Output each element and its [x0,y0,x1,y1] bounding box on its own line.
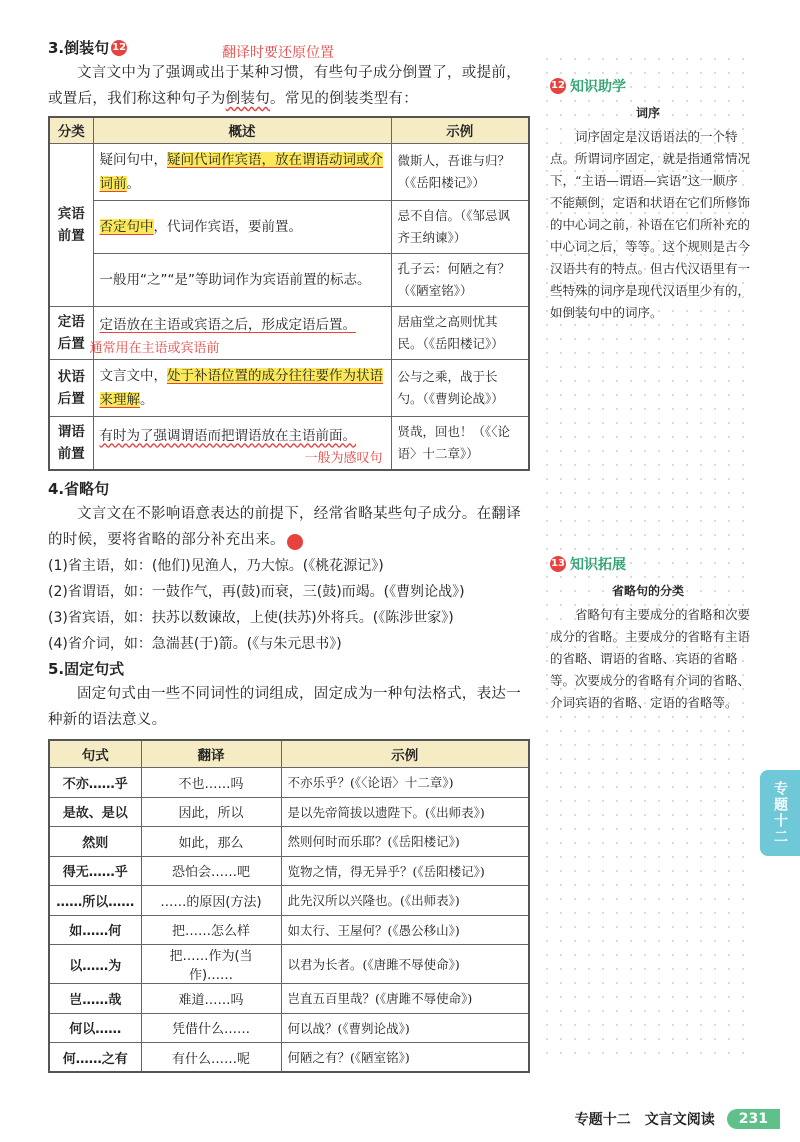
note-badge-13[interactable]: 13 [287,534,303,550]
main-column [48,36,530,1073]
sidebar [540,52,756,1062]
knowledge-help-subtitle: 词序 [635,106,660,120]
table-header-row: 句式 翻译 示例 [49,740,529,768]
table-row: 何……之有 有什么……呢 何陋之有？(《陋室铭》) [49,1043,529,1073]
table-row: 岂……哉 难道……吗 岂直五百里哉？(《唐雎不辱使命》) [49,984,529,1014]
category-cell: 宾语前置 [49,143,93,306]
table-row: 不亦……乎 不也……吗 不亦乐乎？(《〈论语〉十二章》) [49,768,529,798]
note-badge-12-side: 12 [550,78,566,94]
note-badge-13-side: 13 [550,556,566,572]
table-row: 然则 如此，那么 然则何时而乐耶？(《岳阳楼记》) [49,827,529,857]
table-row: 以……为 把……作为(当作)…… 以君为长者。(《唐雎不辱使命》) [49,945,529,984]
handwritten-note: 一般为感叹句 [304,450,383,466]
table-row [49,143,529,200]
table-row [49,359,529,416]
section-3-heading: 3.倒装句 [48,39,110,57]
table-row: 是故、是以 因此，所以 是以先帝简拔以遗陛下。(《出师表》) [49,797,529,827]
section-5-title: 5.固定句式 [48,659,125,678]
knowledge-ext-header: 13 知识拓展 [551,557,626,573]
table-header-row [49,117,529,143]
summary-cell: 有时为了强调谓语而把谓语放在主语前面。 一般为感叹句 [93,416,391,470]
table-row: 得无……乎 恐怕会……吧 览物之情，得无异乎？(《岳阳楼记》) [49,856,529,886]
handwritten-note: 翻译时要还原位置 [222,45,334,61]
fixed-pattern-table [48,739,530,1074]
term-inverted: 倒装句 [225,91,271,107]
category-cell: 定语后置 [49,306,93,359]
section-4-paragraph: 文言文在不影响语意表达的前提下，经常省略某些句子成分。在翻译的时候，要将省略的部分补充出来。 13 [48,505,521,548]
header-example: 示例 [391,117,529,143]
highlighted-text: 处于补语位置的成分往往要作为状语来理解 [99,367,383,408]
list-item: (3)省宾语，如：扶苏以数谏故，上使(扶苏)外将兵。(《陈涉世家》) [48,609,454,626]
footer-label: 专题十二 文言文阅读 [574,1112,715,1128]
table-row [49,306,529,359]
table-row [49,253,529,306]
knowledge-ext-text: 省略句有主要成分的省略和次要成分的省略。主要成分的省略有主语的省略、谓语的省略、宾语的省略等。次要成分的省略有介词的省略、介词宾语的省略、定语的省略等。 [550,607,751,710]
example-cell: 公与之乘，战于长勺。（《曹刿论战》） [391,359,529,416]
knowledge-help-header: 12 知识助学 [551,79,626,95]
header-category: 分类 [49,117,93,143]
summary-cell: 否定句中，代词作宾语，要前置。 [93,200,391,253]
page-footer [0,1096,800,1142]
section-5-paragraph: 固定句式由一些不同词性的词组成，固定成为一种句法格式，表达一种新的语法意义。 [48,685,521,728]
example-cell: 孔子云：何陋之有？（《陋室铭》） [391,253,529,306]
example-cell: 居庙堂之高则忧其民。（《岳阳楼记》） [391,306,529,359]
summary-cell: 定语放在主语或宾语之后，形成定语后置。 通常用在主语或宾语前 [93,306,391,359]
table-row [49,416,529,470]
section-3-paragraph: 文言文中为了强调或出于某种习惯，有些句子成分倒置了，或提前，或置后，我们称这种句子为倒装句。常见的倒装类型有： [48,65,521,107]
list-item: (2)省谓语，如：一鼓作气，再(鼓)而衰，三(鼓)而竭。(《曹刿论战》) [48,583,465,600]
table-row: 何以…… 凭借什么…… 何以战？(《曹刿论战》) [49,1013,529,1043]
category-cell: 谓语前置 [49,416,93,470]
summary-cell: 一般用“之”“是”等助词作为宾语前置的标志。 [93,253,391,306]
category-cell: 状语后置 [49,359,93,416]
summary-cell: 文言文中，处于补语位置的成分往往要作为状语来理解。 [93,359,391,416]
note-badge-12[interactable]: 12 [111,40,127,56]
chapter-tab[interactable]: 专题十二 [760,770,800,856]
header-summary: 概述 [93,117,391,143]
summary-cell: 疑问句中，疑问代词作宾语，放在谓语动词或介词前。 [93,143,391,200]
page-number: 231 [727,1109,780,1129]
table-row: 如……何 把……怎么样 如太行、王屋何？(《愚公移山》) [49,915,529,945]
handwritten-note: 通常用在主语或宾语前 [89,340,220,356]
knowledge-help-text: 词序固定是汉语语法的一个特点。所谓词序固定，就是指通常情况下，“主语—谓语—宾语”这一顺序不能颠倒，定语和状语在它们所修饰的中心词之前，补语在它们所补充的中心词之后，等等。这个规则是古今汉语共有的特点。但古代汉语里有一些特殊的词序是现代汉语里少有的，如倒装句中的词序。 [550,129,751,320]
table-row: ……所以…… ……的原因(方法) 此先汉所以兴隆也。(《出师表》) [49,886,529,916]
list-item: (4)省介词，如：急湍甚(于)箭。(《与朱元思书》) [48,635,342,652]
example-cell: 贤哉，回也！（《〈论语〉十二章》） [391,416,529,470]
highlighted-text: 疑问代词作宾语，放在谓语动词或介词前 [99,151,383,192]
inversion-table [48,116,530,471]
knowledge-ext-subtitle: 省略句的分类 [611,584,684,598]
example-cell: 忌不自信。（《邹忌讽齐王纳谏》） [391,200,529,253]
highlighted-text: 否定句中 [99,218,154,235]
example-cell: 微斯人，吾谁与归？（《岳阳楼记》） [391,143,529,200]
table-row [49,200,529,253]
list-item: (1)省主语，如：(他们)见渔人，乃大惊。(《桃花源记》) [48,557,384,574]
section-4-title: 4.省略句 [48,479,110,498]
